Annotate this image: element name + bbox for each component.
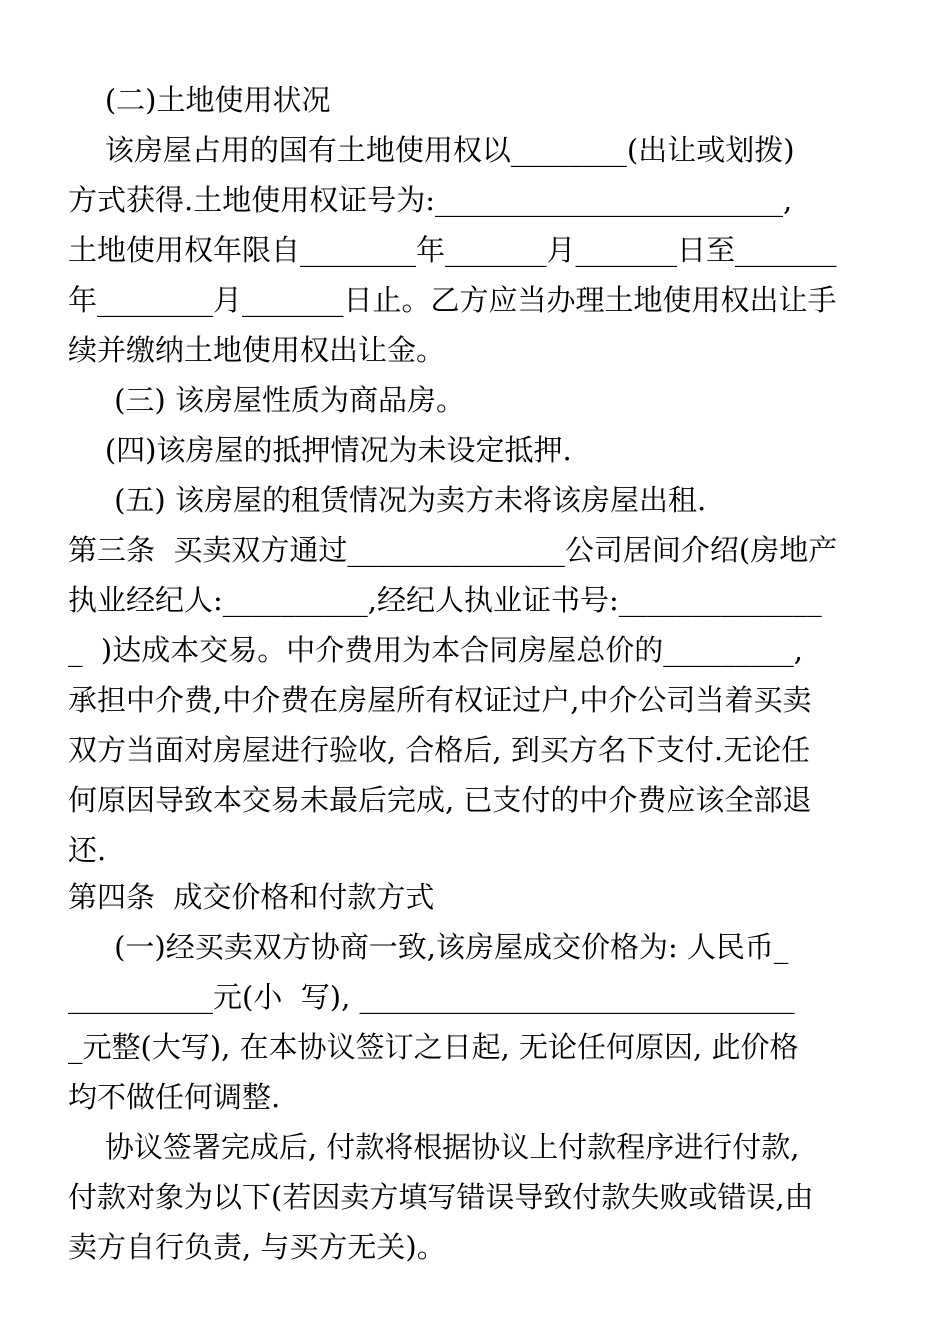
section-property-nature: (三) 该房屋性质为商品房。 bbox=[68, 383, 465, 417]
payment-paragraph: 协议签署完成后, 付款将根据协议上付款程序进行付款, bbox=[68, 1130, 800, 1164]
text-line: _ )达成本交易。中介费用为本合同房屋总价的_________, bbox=[68, 633, 803, 667]
text-line: 承担中介费,中介费在房屋所有权证过户,中介公司当着买卖 bbox=[68, 683, 812, 717]
text-line: __________元(小 写), ______________________________ bbox=[68, 980, 795, 1014]
article-four-heading: 第四条 成交价格和付款方式 bbox=[68, 880, 435, 914]
section-land-use-heading: (二)土地使用状况 bbox=[68, 83, 331, 117]
section-lease: (五) 该房屋的租赁情况为卖方未将该房屋出租. bbox=[68, 483, 707, 517]
text-line: 卖方自行负责, 与买方无关)。 bbox=[68, 1230, 446, 1264]
text-line: _元整(大写), 在本协议签订之日起, 无论任何原因, 此价格 bbox=[68, 1030, 799, 1064]
text-line: 执业经纪人:__________,经纪人执业证书号:______________ bbox=[68, 583, 822, 617]
text-line: 年________月_______日止。乙方应当办理土地使用权出让手 bbox=[68, 283, 837, 317]
text-line: 何原因导致本交易未最后完成, 已支付的中介费应该全部退 bbox=[68, 783, 812, 817]
text-line: 土地使用权年限自________年_______月_______日至_______ bbox=[68, 233, 837, 267]
text-line: 双方当面对房屋进行验收, 合格后, 到买方名下支付.无论任 bbox=[68, 733, 811, 767]
text-line: 还. bbox=[68, 833, 107, 867]
text-line: 均不做任何调整. bbox=[68, 1080, 281, 1114]
text-line: 续并缴纳土地使用权出让金。 bbox=[68, 333, 446, 367]
section-price: (一)经买卖双方协商一致,该房屋成交价格为: 人民币_ bbox=[68, 930, 789, 964]
section-mortgage: (四)该房屋的抵押情况为未设定抵押. bbox=[68, 433, 572, 467]
text-line: 付款对象为以下(若因卖方填写错误导致付款失败或错误,由 bbox=[68, 1180, 814, 1214]
text-line: 方式获得.土地使用权证号为:________________________, bbox=[68, 183, 793, 217]
text-line: 该房屋占用的国有土地使用权以________(出让或划拨) bbox=[68, 133, 795, 167]
article-three-heading: 第三条 买卖双方通过_______________公司居间介绍(房地产 bbox=[68, 533, 838, 567]
